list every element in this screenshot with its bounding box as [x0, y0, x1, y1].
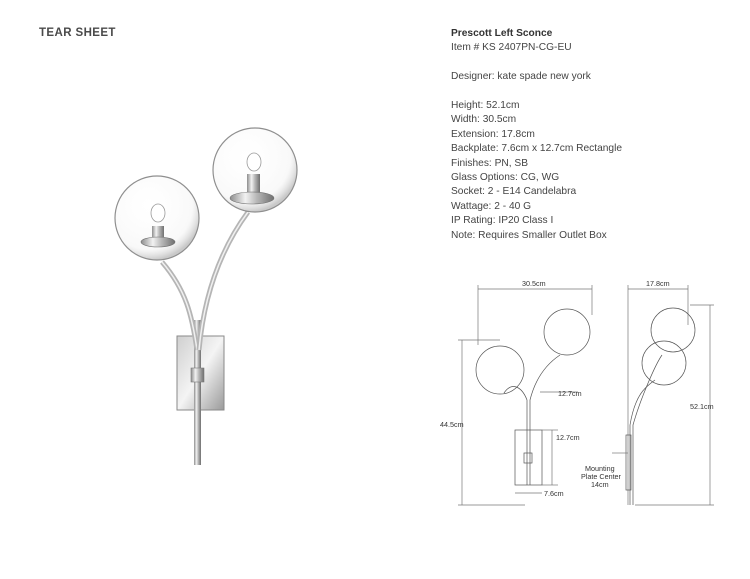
spec-ip-rating: IP Rating: IP20 Class I	[451, 215, 554, 227]
product-photo	[100, 120, 300, 470]
spec-height: Height: 52.1cm	[451, 100, 520, 111]
spec-extension: Extension: 17.8cm	[451, 128, 535, 140]
mounting-label-line2: Plate Center	[581, 472, 621, 481]
arm-offset-label: 12.7cm	[558, 389, 582, 398]
spec-glass-options: Glass Options: CG, WG	[451, 172, 560, 184]
spec-backplate: Backplate: 7.6cm x 12.7cm Rectangle	[451, 143, 623, 155]
side-extension-label: 17.8cm	[646, 279, 670, 288]
item-number: Item # KS 2407PN-CG-EU	[451, 42, 572, 54]
spec-width: Width: 30.5cm	[451, 114, 517, 126]
side-height-label: 52.1cm	[690, 402, 714, 411]
designer: Designer: kate spade new york	[451, 71, 591, 83]
spec-socket: Socket: 2 - E14 Candelabra	[451, 186, 577, 198]
mounting-label-line3: 14cm	[591, 480, 609, 489]
spec-note: Note: Requires Smaller Outlet Box	[451, 229, 607, 241]
front-height-label: 44.5cm	[440, 420, 464, 429]
dimension-drawing	[440, 275, 730, 515]
spec-wattage: Wattage: 2 - 40 G	[451, 200, 532, 212]
spec-finishes: Finishes: PN, SB	[451, 157, 528, 169]
backplate-height-label: 12.7cm	[556, 433, 580, 442]
front-width-label: 30.5cm	[522, 279, 546, 288]
backplate-width-label: 7.6cm	[544, 489, 564, 498]
spec-block	[451, 27, 622, 243]
tear-sheet-heading: TEAR SHEET	[39, 27, 116, 39]
mounting-label-line1: Mounting	[585, 464, 615, 473]
product-name: Prescott Left Sconce	[451, 28, 553, 39]
